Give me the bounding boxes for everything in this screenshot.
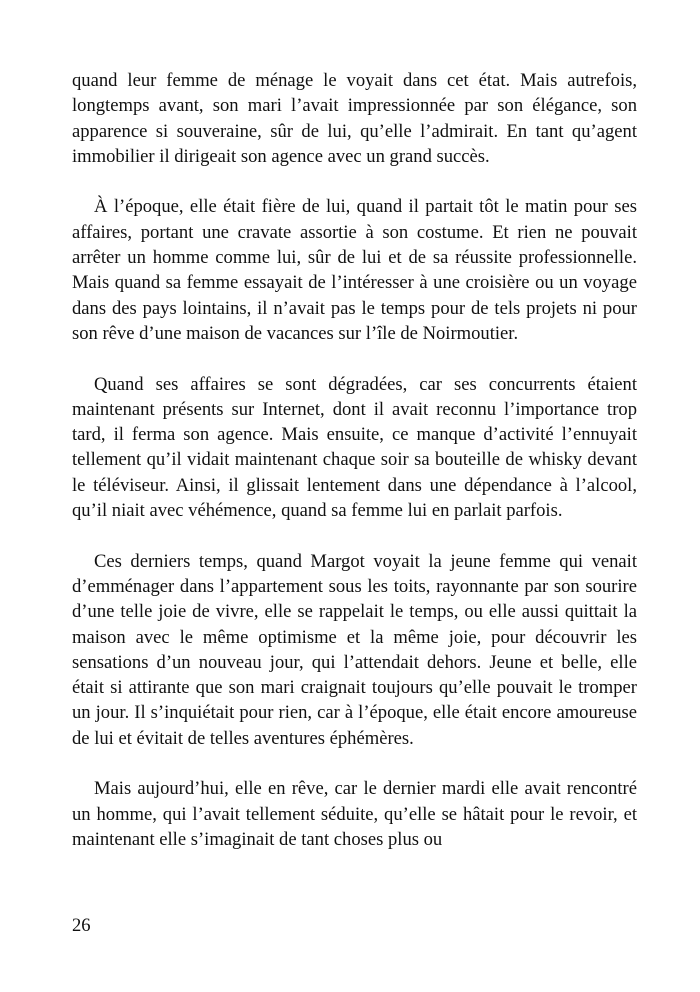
paragraph-1: quand leur femme de ménage le voyait dans cet état. Mais autrefois, longtemps avant, son mari l’avait impressionnée par son élégance, son apparence si souveraine, sûr de lui, qu’elle l’admirait. En tant qu’agent immobilier il dirigeait son agence avec un grand succès. xyxy=(72,70,637,167)
page-number: 26 xyxy=(72,915,91,936)
paragraph-3: Quand ses affaires se sont dégradées, car ses concurrents étaient maintenant présents sur Internet, dont il avait reconnu l’importance trop tard, il ferma son agence. Mais ensuite, ce manque d’activité l’ennuyait tellement qu’il vidait maintenant chaque soir sa bouteille de whisky devant le téléviseur. Ainsi, il glissait lentement dans une dépendance à l’alcool, qu’il niait avec véhémence, quand sa femme lui en parlait parfois. xyxy=(72,373,637,522)
body-text xyxy=(72,68,637,878)
paragraph-2: À l’époque, elle était fière de lui, quand il partait tôt le matin pour ses affaires, portant une cravate assortie à son costume. Et rien ne pouvait arrêter un homme comme lui, sûr de lui et de sa réussite professionnelle. Mais quand sa femme essayait de l’intéresser à une croisière ou un voyage dans des pays lointains, il n’avait pas le temps pour de tels projets ni pour son rêve d’une maison de vacances sur l’île de Noirmoutier. xyxy=(72,196,637,344)
paragraph-5: Mais aujourd’hui, elle en rêve, car le dernier mardi elle avait rencontré un homme, qui l’avait tellement séduite, qu’elle se hâtait pour le revoir, et maintenant elle s’imaginait de tant choses plus ou xyxy=(72,778,637,850)
paragraph-4: Ces derniers temps, quand Margot voyait la jeune femme qui venait d’emménager dans l’appartement sous les toits, rayonnante par son sourire d’une telle joie de vivre, elle se rappelait le temps, ou elle aussi quittait la maison avec le même optimisme et la même joie, pour découvrir les sensations d’un nouveau jour, qui l’attendait dehors. Jeune et belle, elle était si attirante que son mari craignait toujours qu’elle pouvait le tromper un jour. Il s’inquiétait pour rien, car à l’époque, elle était encore amoureuse de lui et évitait de telles aventures éphémères. xyxy=(72,550,637,749)
